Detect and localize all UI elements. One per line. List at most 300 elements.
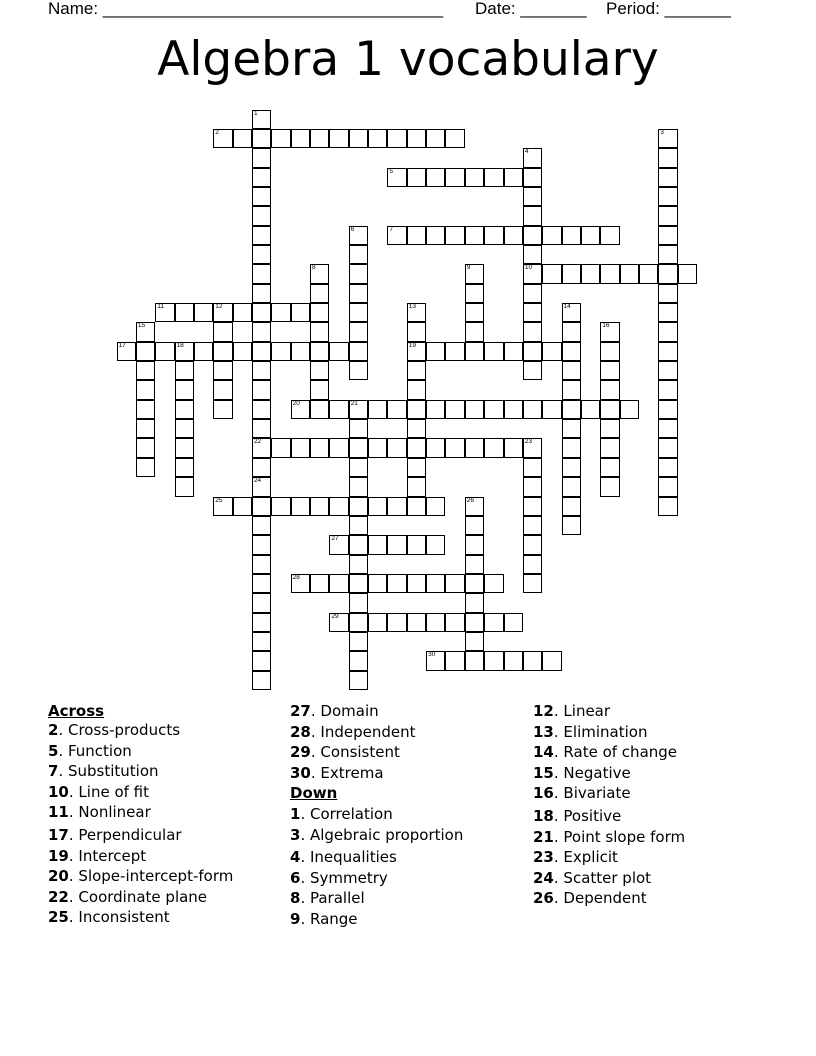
crossword-cell[interactable] — [175, 477, 194, 496]
crossword-cell[interactable] — [504, 438, 523, 457]
crossword-cell[interactable] — [252, 303, 271, 322]
crossword-cell[interactable] — [349, 458, 368, 477]
crossword-cell[interactable] — [562, 342, 581, 361]
crossword-cell[interactable] — [658, 322, 677, 341]
crossword-cell[interactable] — [291, 497, 310, 516]
crossword-cell[interactable] — [252, 671, 271, 690]
crossword-cell[interactable] — [465, 651, 484, 670]
crossword-cell[interactable] — [310, 284, 329, 303]
crossword-cell[interactable] — [252, 245, 271, 264]
crossword-cell[interactable] — [349, 264, 368, 283]
crossword-cell[interactable] — [252, 555, 271, 574]
crossword-cell[interactable] — [504, 651, 523, 670]
crossword-cell[interactable] — [407, 458, 426, 477]
crossword-cell[interactable] — [271, 497, 290, 516]
crossword-cell[interactable] — [291, 438, 310, 457]
crossword-cell[interactable] — [465, 322, 484, 341]
crossword-cell[interactable] — [426, 438, 445, 457]
crossword-cell[interactable] — [252, 400, 271, 419]
crossword-cell[interactable] — [465, 555, 484, 574]
crossword-cell[interactable] — [484, 168, 503, 187]
crossword-cell[interactable] — [252, 129, 271, 148]
crossword-cell[interactable] — [252, 206, 271, 225]
crossword-cell[interactable] — [329, 342, 348, 361]
crossword-cell[interactable] — [213, 129, 232, 148]
crossword-cell[interactable] — [310, 400, 329, 419]
crossword-cell[interactable] — [426, 129, 445, 148]
crossword-cell[interactable] — [465, 284, 484, 303]
crossword-cell[interactable] — [445, 168, 464, 187]
crossword-cell[interactable] — [175, 342, 194, 361]
crossword-cell[interactable] — [639, 264, 658, 283]
clue-number: 28 — [290, 722, 311, 741]
crossword-cell[interactable] — [445, 400, 464, 419]
crossword-cell[interactable] — [349, 477, 368, 496]
crossword-cell[interactable] — [581, 400, 600, 419]
crossword-cell[interactable] — [252, 264, 271, 283]
crossword-cell[interactable] — [658, 129, 677, 148]
crossword-cell[interactable] — [523, 400, 542, 419]
crossword-cell[interactable] — [329, 438, 348, 457]
crossword-cell[interactable] — [658, 438, 677, 457]
crossword-cell[interactable] — [523, 438, 542, 457]
crossword-cell[interactable] — [368, 613, 387, 632]
crossword-cell[interactable] — [310, 264, 329, 283]
crossword-cell[interactable] — [658, 206, 677, 225]
crossword-cell[interactable] — [271, 342, 290, 361]
crossword-cell[interactable] — [213, 380, 232, 399]
crossword-cell[interactable] — [349, 516, 368, 535]
crossword-cell[interactable] — [562, 497, 581, 516]
crossword-cell[interactable] — [542, 264, 561, 283]
cell-number: 24 — [253, 477, 262, 485]
crossword-cell[interactable] — [600, 438, 619, 457]
crossword-cell[interactable] — [349, 303, 368, 322]
crossword-cell[interactable] — [252, 284, 271, 303]
crossword-cell[interactable] — [407, 574, 426, 593]
crossword-cell[interactable] — [252, 438, 271, 457]
crossword-cell[interactable] — [600, 400, 619, 419]
crossword-cell[interactable] — [426, 226, 445, 245]
crossword-cell[interactable] — [562, 322, 581, 341]
crossword-cell[interactable] — [465, 535, 484, 554]
crossword-cell[interactable] — [523, 458, 542, 477]
crossword-cell[interactable] — [620, 264, 639, 283]
crossword-cell[interactable] — [562, 264, 581, 283]
crossword-cell[interactable] — [523, 342, 542, 361]
crossword-cell[interactable] — [175, 438, 194, 457]
crossword-cell[interactable] — [658, 361, 677, 380]
crossword-cell[interactable] — [252, 574, 271, 593]
crossword-cell[interactable] — [445, 574, 464, 593]
crossword-cell[interactable] — [658, 245, 677, 264]
crossword-cell[interactable] — [213, 497, 232, 516]
crossword-cell[interactable] — [310, 129, 329, 148]
crossword-cell[interactable] — [600, 477, 619, 496]
crossword-cell[interactable] — [368, 400, 387, 419]
crossword-cell[interactable] — [213, 361, 232, 380]
crossword-cell[interactable] — [117, 342, 136, 361]
crossword-cell[interactable] — [310, 574, 329, 593]
crossword-cell[interactable] — [291, 303, 310, 322]
crossword-cell[interactable] — [426, 497, 445, 516]
crossword-cell[interactable] — [291, 574, 310, 593]
crossword-cell[interactable] — [523, 651, 542, 670]
crossword-cell[interactable] — [426, 613, 445, 632]
crossword-cell[interactable] — [426, 342, 445, 361]
crossword-cell[interactable] — [523, 284, 542, 303]
crossword-cell[interactable] — [252, 380, 271, 399]
crossword-cell[interactable] — [523, 477, 542, 496]
crossword-cell[interactable] — [387, 497, 406, 516]
crossword-cell[interactable] — [349, 593, 368, 612]
crossword-cell[interactable] — [136, 322, 155, 341]
crossword-cell[interactable] — [252, 516, 271, 535]
period-field[interactable]: Period: _______ — [606, 0, 731, 18]
crossword-cell[interactable] — [310, 497, 329, 516]
crossword-cell[interactable] — [407, 419, 426, 438]
crossword-cell[interactable] — [658, 477, 677, 496]
crossword-cell[interactable] — [658, 458, 677, 477]
crossword-cell[interactable] — [233, 129, 252, 148]
crossword-cell[interactable] — [562, 419, 581, 438]
crossword-cell[interactable] — [136, 419, 155, 438]
crossword-cell[interactable] — [233, 303, 252, 322]
crossword-cell[interactable] — [387, 574, 406, 593]
crossword-cell[interactable] — [523, 148, 542, 167]
crossword-cell[interactable] — [271, 303, 290, 322]
crossword-cell[interactable] — [484, 574, 503, 593]
crossword-cell[interactable] — [136, 380, 155, 399]
crossword-cell[interactable] — [465, 264, 484, 283]
crossword-cell[interactable] — [387, 129, 406, 148]
crossword-cell[interactable] — [523, 535, 542, 554]
crossword-cell[interactable] — [465, 497, 484, 516]
crossword-cell[interactable] — [194, 342, 213, 361]
crossword-cell[interactable] — [562, 380, 581, 399]
date-field[interactable]: Date: _______ — [475, 0, 587, 18]
crossword-cell[interactable] — [175, 303, 194, 322]
crossword-cell[interactable] — [252, 458, 271, 477]
crossword-cell[interactable] — [658, 264, 677, 283]
crossword-cell[interactable] — [523, 264, 542, 283]
crossword-cell[interactable] — [407, 342, 426, 361]
crossword-cell[interactable] — [465, 516, 484, 535]
crossword-cell[interactable] — [562, 438, 581, 457]
crossword-cell[interactable] — [252, 187, 271, 206]
crossword-cell[interactable] — [368, 574, 387, 593]
crossword-cell[interactable] — [523, 303, 542, 322]
crossword-cell[interactable] — [465, 226, 484, 245]
crossword-cell[interactable] — [542, 342, 561, 361]
crossword-cell[interactable] — [600, 342, 619, 361]
crossword-cell[interactable] — [523, 497, 542, 516]
crossword-cell[interactable] — [562, 226, 581, 245]
crossword-cell[interactable] — [252, 322, 271, 341]
crossword-cell[interactable] — [213, 322, 232, 341]
crossword-cell[interactable] — [349, 226, 368, 245]
crossword-cell[interactable] — [581, 264, 600, 283]
crossword-cell[interactable] — [387, 400, 406, 419]
crossword-cell[interactable] — [233, 497, 252, 516]
crossword-cell[interactable] — [407, 322, 426, 341]
crossword-cell[interactable] — [252, 497, 271, 516]
crossword-cell[interactable] — [407, 497, 426, 516]
crossword-cell[interactable] — [407, 613, 426, 632]
crossword-cell[interactable] — [407, 303, 426, 322]
crossword-cell[interactable] — [484, 342, 503, 361]
across-clue: 28. Independent — [290, 722, 416, 741]
crossword-cell[interactable] — [504, 168, 523, 187]
crossword-cell[interactable] — [329, 129, 348, 148]
crossword-cell[interactable] — [349, 419, 368, 438]
crossword-cell[interactable] — [445, 342, 464, 361]
crossword-cell[interactable] — [349, 129, 368, 148]
crossword-cell[interactable] — [445, 129, 464, 148]
cell-number: 29 — [331, 612, 339, 620]
crossword-cell[interactable] — [407, 438, 426, 457]
crossword-cell[interactable] — [310, 342, 329, 361]
crossword-cell[interactable] — [136, 342, 155, 361]
crossword-cell[interactable] — [465, 342, 484, 361]
crossword-cell[interactable] — [504, 342, 523, 361]
crossword-cell[interactable] — [407, 535, 426, 554]
crossword-cell[interactable] — [504, 226, 523, 245]
crossword-cell[interactable] — [523, 574, 542, 593]
crossword-cell[interactable] — [445, 438, 464, 457]
crossword-cell[interactable] — [349, 555, 368, 574]
crossword-cell[interactable] — [252, 148, 271, 167]
crossword-cell[interactable] — [349, 342, 368, 361]
crossword-cell[interactable] — [600, 419, 619, 438]
across-clue: 19. Intercept — [48, 846, 147, 865]
crossword-cell[interactable] — [426, 400, 445, 419]
crossword-cell[interactable] — [349, 497, 368, 516]
crossword-cell[interactable] — [329, 574, 348, 593]
crossword-cell[interactable] — [252, 361, 271, 380]
crossword-cell[interactable] — [600, 458, 619, 477]
crossword-cell[interactable] — [562, 458, 581, 477]
crossword-cell[interactable] — [484, 226, 503, 245]
crossword-cell[interactable] — [523, 361, 542, 380]
crossword-cell[interactable] — [407, 168, 426, 187]
crossword-cell[interactable] — [349, 535, 368, 554]
crossword-cell[interactable] — [465, 593, 484, 612]
crossword-cell[interactable] — [136, 458, 155, 477]
crossword-cell[interactable] — [349, 651, 368, 670]
crossword-cell[interactable] — [175, 458, 194, 477]
crossword-cell[interactable] — [136, 400, 155, 419]
crossword-cell[interactable] — [175, 380, 194, 399]
crossword-cell[interactable] — [175, 361, 194, 380]
crossword-cell[interactable] — [252, 613, 271, 632]
crossword-cell[interactable] — [349, 613, 368, 632]
crossword-cell[interactable] — [504, 613, 523, 632]
crossword-cell[interactable] — [252, 226, 271, 245]
crossword-cell[interactable] — [252, 342, 271, 361]
crossword-cell[interactable] — [349, 574, 368, 593]
crossword-cell[interactable] — [678, 264, 697, 283]
crossword-cell[interactable] — [310, 303, 329, 322]
crossword-cell[interactable] — [600, 361, 619, 380]
crossword-cell[interactable] — [600, 226, 619, 245]
crossword-cell[interactable] — [252, 632, 271, 651]
crossword-cell[interactable] — [562, 477, 581, 496]
clue-text: Explicit — [563, 848, 618, 867]
crossword-cell[interactable] — [562, 400, 581, 419]
crossword-cell[interactable] — [368, 438, 387, 457]
crossword-cell[interactable] — [349, 361, 368, 380]
crossword-cell[interactable] — [349, 438, 368, 457]
crossword-cell[interactable] — [407, 380, 426, 399]
crossword-cell[interactable] — [465, 438, 484, 457]
crossword-cell[interactable] — [252, 110, 271, 129]
crossword-cell[interactable] — [271, 438, 290, 457]
crossword-cell[interactable] — [465, 613, 484, 632]
crossword-cell[interactable] — [329, 400, 348, 419]
crossword-cell[interactable] — [310, 322, 329, 341]
clue-number: 6 — [290, 868, 301, 887]
crossword-cell[interactable] — [620, 400, 639, 419]
crossword-cell[interactable] — [387, 535, 406, 554]
crossword-cell[interactable] — [349, 284, 368, 303]
crossword-cell[interactable] — [523, 322, 542, 341]
crossword-cell[interactable] — [407, 477, 426, 496]
crossword-cell[interactable] — [465, 303, 484, 322]
crossword-cell[interactable] — [175, 400, 194, 419]
crossword-cell[interactable] — [155, 342, 174, 361]
crossword-cell[interactable] — [523, 516, 542, 535]
crossword-cell[interactable] — [658, 497, 677, 516]
crossword-cell[interactable] — [484, 400, 503, 419]
crossword-cell[interactable] — [658, 342, 677, 361]
crossword-cell[interactable] — [310, 438, 329, 457]
crossword-cell[interactable] — [426, 651, 445, 670]
down-clue: 3. Algebraic proportion — [290, 825, 464, 844]
crossword-cell[interactable] — [523, 245, 542, 264]
crossword-cell[interactable] — [504, 400, 523, 419]
crossword-cell[interactable] — [523, 168, 542, 187]
crossword-cell[interactable] — [136, 361, 155, 380]
down-clue: 16. Bivariate — [533, 784, 631, 803]
crossword-cell[interactable] — [658, 148, 677, 167]
crossword-cell[interactable] — [426, 574, 445, 593]
crossword-cell[interactable] — [329, 535, 348, 554]
crossword-cell[interactable] — [252, 593, 271, 612]
crossword-cell[interactable] — [368, 497, 387, 516]
crossword-cell[interactable] — [465, 574, 484, 593]
crossword-cell[interactable] — [387, 438, 406, 457]
crossword-cell[interactable] — [291, 400, 310, 419]
crossword-cell[interactable] — [445, 613, 464, 632]
crossword-cell[interactable] — [465, 632, 484, 651]
crossword-cell[interactable] — [426, 535, 445, 554]
crossword-cell[interactable] — [562, 303, 581, 322]
crossword-cell[interactable] — [484, 438, 503, 457]
crossword-cell[interactable] — [329, 613, 348, 632]
crossword-cell[interactable] — [349, 400, 368, 419]
crossword-cell[interactable] — [387, 226, 406, 245]
crossword-cell[interactable] — [445, 226, 464, 245]
crossword-cell[interactable] — [542, 226, 561, 245]
crossword-cell[interactable] — [465, 168, 484, 187]
crossword-cell[interactable] — [387, 168, 406, 187]
crossword-cell[interactable] — [252, 651, 271, 670]
crossword-cell[interactable] — [658, 187, 677, 206]
crossword-cell[interactable] — [349, 671, 368, 690]
crossword-cell[interactable] — [658, 400, 677, 419]
crossword-cell[interactable] — [175, 419, 194, 438]
crossword-cell[interactable] — [445, 651, 464, 670]
crossword-cell[interactable] — [658, 303, 677, 322]
crossword-cell[interactable] — [233, 342, 252, 361]
crossword-cell[interactable] — [252, 419, 271, 438]
crossword-cell[interactable] — [349, 632, 368, 651]
crossword-cell[interactable] — [213, 303, 232, 322]
crossword-cell[interactable] — [658, 226, 677, 245]
crossword-cell[interactable] — [271, 129, 290, 148]
crossword-cell[interactable] — [329, 497, 348, 516]
crossword-cell[interactable] — [252, 168, 271, 187]
crossword-cell[interactable] — [136, 438, 155, 457]
crossword-cell[interactable] — [523, 187, 542, 206]
crossword-cell[interactable] — [252, 535, 271, 554]
crossword-cell[interactable] — [600, 322, 619, 341]
crossword-cell[interactable] — [484, 613, 503, 632]
crossword-cell[interactable] — [658, 380, 677, 399]
crossword-cell[interactable] — [523, 226, 542, 245]
crossword-cell[interactable] — [658, 284, 677, 303]
crossword-cell[interactable] — [407, 226, 426, 245]
crossword-cell[interactable] — [349, 322, 368, 341]
crossword-cell[interactable] — [407, 129, 426, 148]
crossword-cell[interactable] — [387, 613, 406, 632]
crossword-cell[interactable] — [523, 206, 542, 225]
crossword-cell[interactable] — [213, 342, 232, 361]
crossword-cell[interactable] — [155, 303, 174, 322]
crossword-cell[interactable] — [484, 651, 503, 670]
crossword-cell[interactable] — [658, 168, 677, 187]
crossword-cell[interactable] — [523, 555, 542, 574]
crossword-cell[interactable] — [658, 419, 677, 438]
crossword-cell[interactable] — [407, 400, 426, 419]
crossword-cell[interactable] — [310, 361, 329, 380]
crossword-cell[interactable] — [213, 400, 232, 419]
crossword-cell[interactable] — [562, 361, 581, 380]
crossword-cell[interactable] — [581, 226, 600, 245]
crossword-cell[interactable] — [291, 129, 310, 148]
crossword-cell[interactable] — [465, 400, 484, 419]
name-field[interactable]: Name: ____________________________________ — [48, 0, 444, 18]
crossword-cell[interactable] — [407, 361, 426, 380]
crossword-cell[interactable] — [542, 651, 561, 670]
crossword-cell[interactable] — [368, 129, 387, 148]
crossword-cell[interactable] — [542, 400, 561, 419]
crossword-cell[interactable] — [562, 516, 581, 535]
crossword-cell[interactable] — [291, 342, 310, 361]
cell-number: 22 — [253, 438, 262, 446]
crossword-cell[interactable] — [194, 303, 213, 322]
crossword-cell[interactable] — [426, 168, 445, 187]
cell-number: 2 — [215, 128, 219, 136]
clue-text: Parallel — [309, 889, 365, 908]
crossword-cell[interactable] — [252, 477, 271, 496]
crossword-cell[interactable] — [600, 264, 619, 283]
crossword-cell[interactable] — [368, 535, 387, 554]
crossword-cell[interactable] — [349, 245, 368, 264]
crossword-cell[interactable] — [310, 380, 329, 399]
crossword-cell[interactable] — [600, 380, 619, 399]
